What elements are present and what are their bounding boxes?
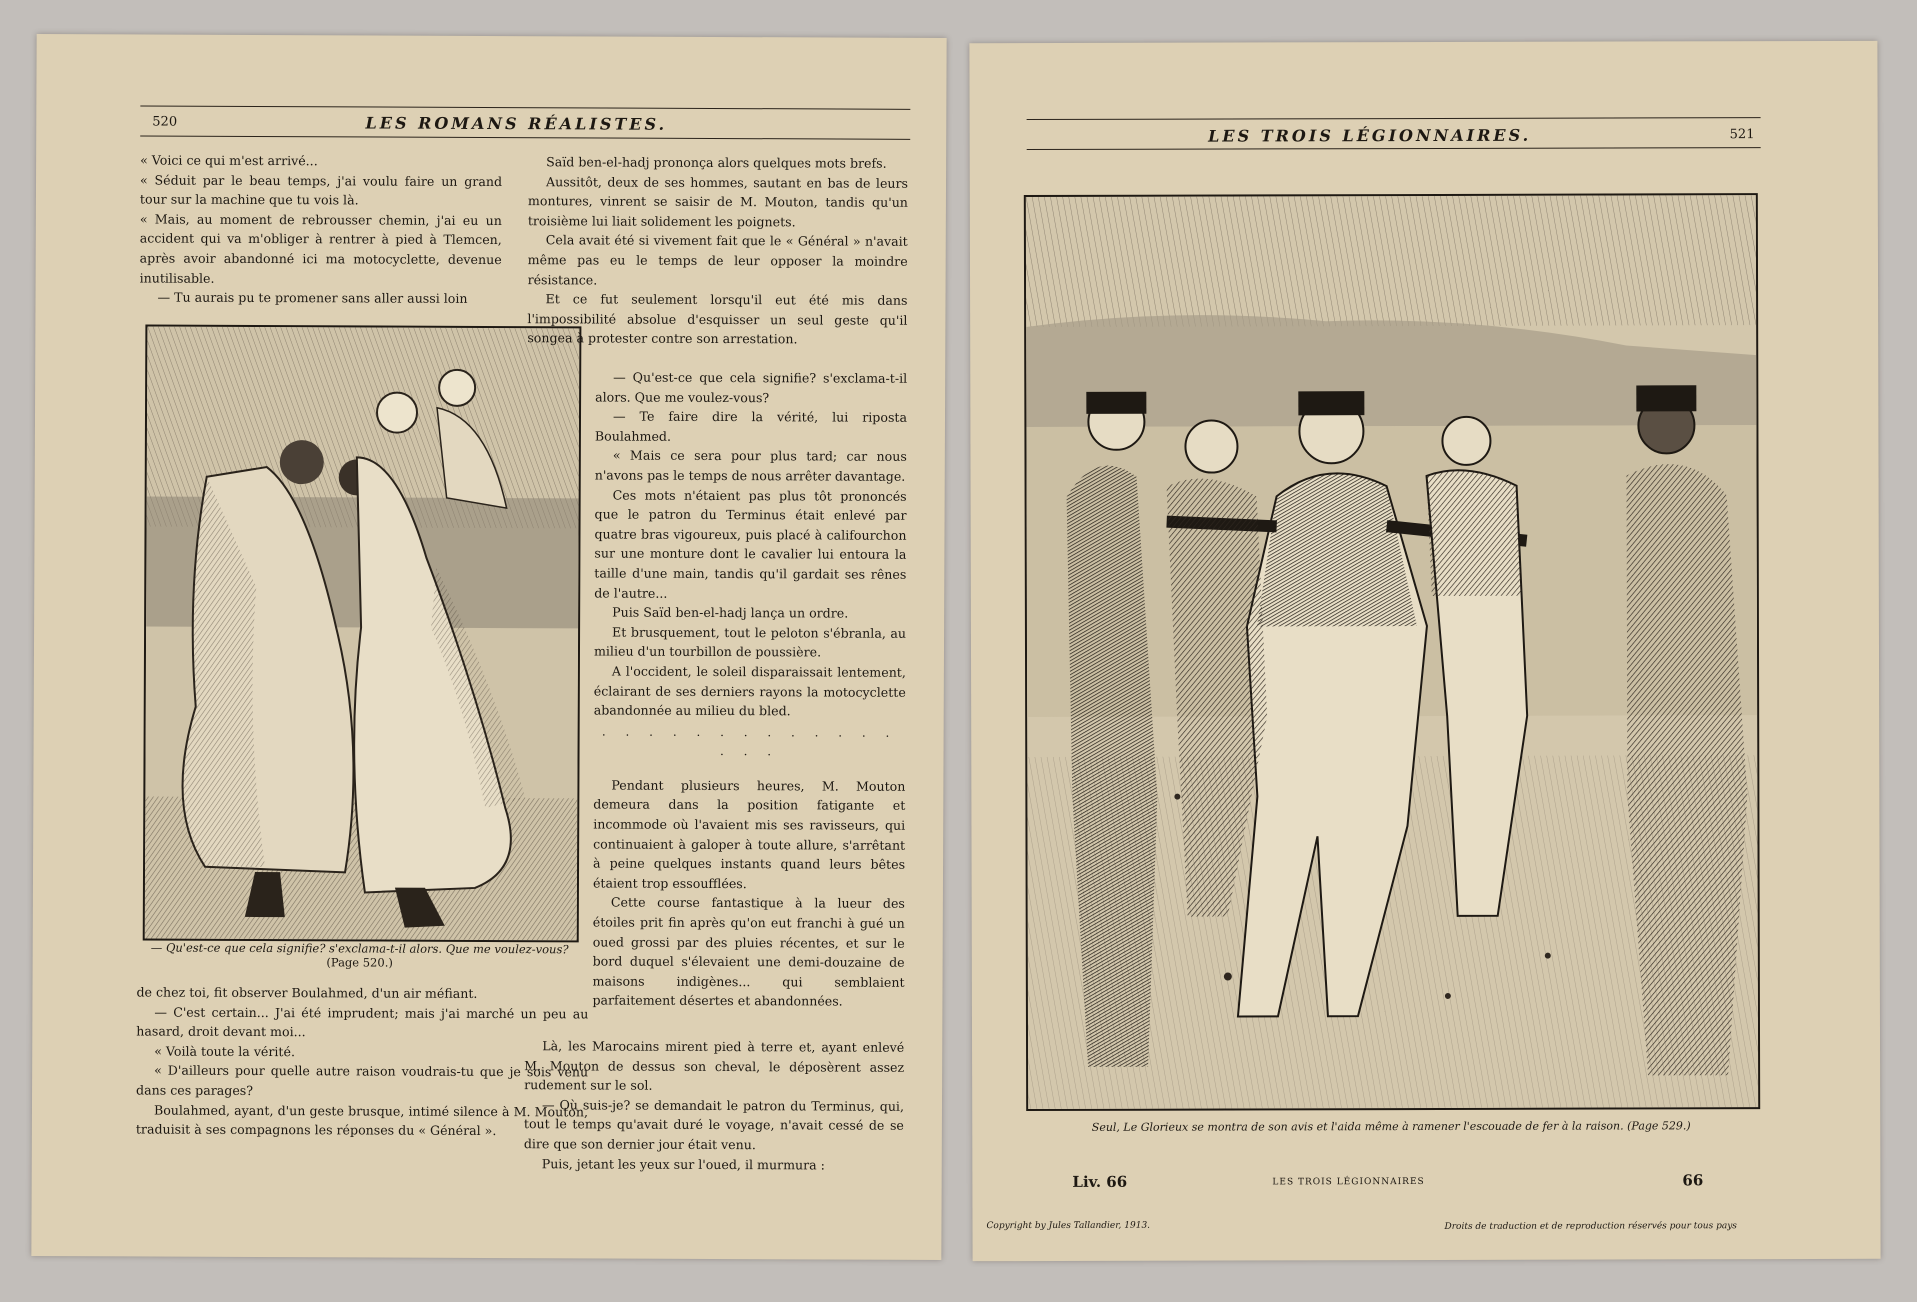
paragraph: Là, les Marocains mirent pied à terre et, ayant enlevé M. Mouton de dessus son cheval, le déposèrent assez rudement sur le sol. [524,1038,905,1093]
paragraph: Pendant plusieurs heures, M. Mouton demeura dans la position fatigante et incommode où l'avaient mis ses ravisseurs, qui continuaient à galoper à toute allure, s'arrêtant à peine quelques instants quand leurs bêtes étaient trop essoufflées. [592,777,906,891]
paragraph: — Tu aurais pu te promener sans aller aussi loin [157,289,468,307]
page-number-right: 521 [1729,127,1755,143]
paragraph: — Qu'est-ce que cela signifie? s'exclama-t-il alors. Que me voulez-vous? [595,369,908,405]
footer-number: 66 [1682,1171,1704,1190]
paragraph: de chez toi, fit observer Boulahmed, d'un air méfiant. [136,984,478,1001]
header-rule-top-right [1027,117,1761,120]
paragraph: Aussitôt, deux de ses hommes, sautant en bas de leurs montures, vinrent se saisir de M. Mouton, tandis qu'un troisième lui liait solidement les poignets. [527,173,909,230]
left-page [31,34,946,1260]
paragraph: « Mais ce sera pour plus tard; car nous n'avons pas le temps de nous arrêter davantage. [594,447,907,484]
paragraph: Boulahmed, ayant, d'un geste brusque, intimé silence à M. Mouton, traduisit à ses compagnons les réponses du « Général ». [135,1102,589,1139]
paragraph: Cela avait été si vivement fait que le « Général » n'avait même pas eu le temps de leur opposer la moindre résistance. [527,232,908,288]
paragraph: — Te faire dire la vérité, lui riposta Boulahmed. [594,408,908,444]
paragraph: « Mais, au moment de rebrousser chemin, j'ai eu un accident qui va m'obliger à rentrer à pied à Tlemcen, après avoir abandonné ici ma motocyclette, devenue inutilisable. [139,211,502,286]
column-1-bottom [136,982,589,1141]
caption-left-text: — Qu'est-ce que cela signifie? s'exclama-t-il alors. Que me voulez-vous? [150,940,569,957]
header-rule-bottom-right [1027,147,1761,150]
column-2-narrow [592,367,907,1011]
footer-series-title: LES TROIS LÉGIONNAIRES [1272,1177,1425,1188]
caption-right: Seul, Le Glorieux se montra de son avis et l'aida même à ramener l'escouade de fer à la raison. (Page 529.) [1091,1119,1691,1134]
column-1-top [139,150,502,308]
caption-left-page: (Page 520.) [326,955,393,970]
copyright-line: Copyright by Jules Tallandier, 1913. [986,1220,1151,1232]
column-2-bottom [524,1036,905,1175]
illustration-left [143,324,582,942]
running-title-left: LES ROMANS RÉALISTES. [365,113,668,134]
paragraph: Cette course fantastique à la lueur des étoiles prit fin après qu'on eut franchi à gué un oued grossi par des pluies récentes, et sur le bord duquel s'élevaient une demi-douzaine de maisons indigènes... qui semblaient parfaitement désertes et abandonnées. [592,894,905,1009]
paragraph: « Voilà toute la vérité. [154,1043,296,1059]
running-title-right: LES TROIS LÉGIONNAIRES. [1208,125,1532,146]
header-rule-top [140,105,910,109]
paragraph: Et ce fut seulement lorsqu'il eut été mis dans l'impossibilité absolue d'esquisser un seul geste qu'il songea à protester contre son arrestation. [527,291,908,347]
paragraph: « D'ailleurs pour quelle autre raison voudrais-tu que je sois venu dans ces parages? [136,1062,589,1098]
paragraph: Ces mots n'étaient pas plus tôt prononcés que le patron du Terminus était enlevé par quatre bras vigoureux, puis placé à califourchon sur une monture dont le cavalier lui entoura la taille d'une main, tandis qu'il gardait ses rênes de l'autre... [594,487,907,601]
paragraph: — C'est certain... J'ai été imprudent; mais j'ai marché un peu au hasard, droit devant moi... [136,1004,589,1040]
paragraph: Puis Saïd ben-el-hadj lança un ordre. [612,604,849,621]
paragraph: Et brusquement, tout le peloton s'ébranla, au milieu d'un tourbillon de poussière. [593,624,907,660]
engraving-robed-figures-icon [145,327,580,941]
illustration-right [1024,193,1760,1111]
paragraph: Saïd ben-el-hadj prononça alors quelques mots brefs. [546,154,887,171]
paragraph: « Voici ce qui m'est arrivé... [140,152,318,169]
paragraph: Puis, jetant les yeux sur l'oued, il murmura : [541,1155,825,1173]
section-separator: . . . . . . . . . . . . . . . . [601,724,898,759]
right-page [969,41,1880,1261]
header-rule-bottom [140,135,910,139]
page-number-left: 520 [152,114,178,130]
caption-left [137,940,583,970]
paragraph: A l'occident, le soleil disparaissait lentement, éclairant de ses derniers rayons la motocyclette abandonnée au milieu du bled. [593,663,906,719]
paragraph: « Séduit par le beau temps, j'ai voulu faire un grand tour sur la machine que tu vois là. [139,172,503,208]
rights-line: Droits de traduction et de reproduction réservés pour tous pays [1444,1221,1737,1232]
paragraph: — Où suis-je? se demandait le patron du Terminus, qui, tout le temps qu'avait duré le voyage, n'avait cessé de se dire que son dernier jour était venu. [523,1097,905,1153]
column-2-top [527,152,908,350]
engraving-legionnaires-icon [1026,195,1758,1109]
footer-livraison: Liv. 66 [1072,1172,1128,1191]
